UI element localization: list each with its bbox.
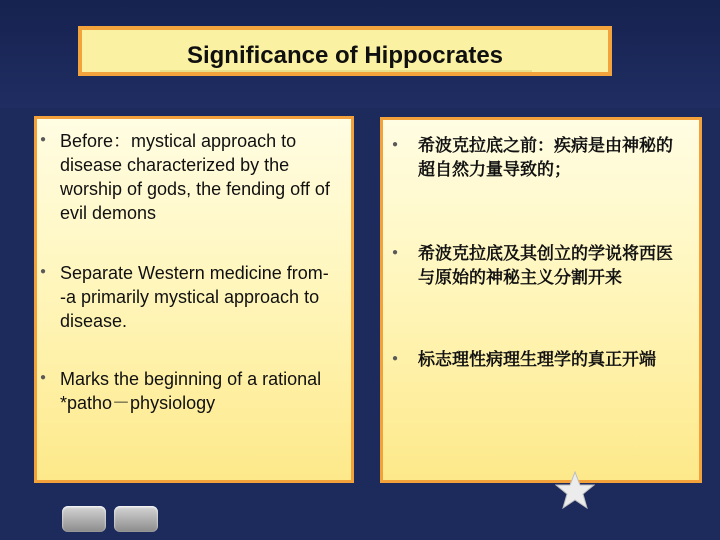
prev-button[interactable]: [62, 506, 106, 532]
bullet-text: 希波克拉底之前：疾病是由神秘的超自然力量导致的；: [418, 136, 673, 180]
list-item: [40, 261, 330, 333]
title-underline: [160, 70, 532, 72]
list-item: [40, 129, 350, 225]
list-item: [40, 367, 330, 415]
bullet-dot-icon: ●: [40, 266, 47, 277]
bullet-text: 标志理性病理生理学的真正开端: [418, 350, 656, 370]
bullet-dot-icon: ●: [392, 353, 399, 364]
bullet-dot-icon: ●: [40, 134, 47, 145]
title-box: [78, 26, 612, 76]
list-item: [392, 348, 682, 372]
star-icon: [555, 470, 595, 510]
english-panel: [34, 116, 354, 483]
bullet-text: 希波克拉底及其创立的学说将西医与原始的神秘主义分割开来: [418, 244, 673, 288]
list-item: [392, 242, 682, 290]
bullet-text: Separate Western medicine from--a primarily mystical approach to disease.: [60, 263, 329, 331]
bullet-text: Before：mystical approach to disease characterized by the worship of gods, the fending off of evil demons: [60, 131, 330, 223]
page-title: Significance of Hippocrates: [186, 42, 504, 69]
list-item: [392, 134, 682, 182]
chinese-panel: [380, 117, 702, 483]
bullet-dot-icon: ●: [392, 139, 399, 150]
bullet-text: Marks the beginning of a rational *patho－physiology: [60, 369, 322, 413]
next-button[interactable]: [114, 506, 158, 532]
bullet-dot-icon: ●: [392, 247, 399, 258]
bullet-dot-icon: ●: [40, 372, 47, 383]
